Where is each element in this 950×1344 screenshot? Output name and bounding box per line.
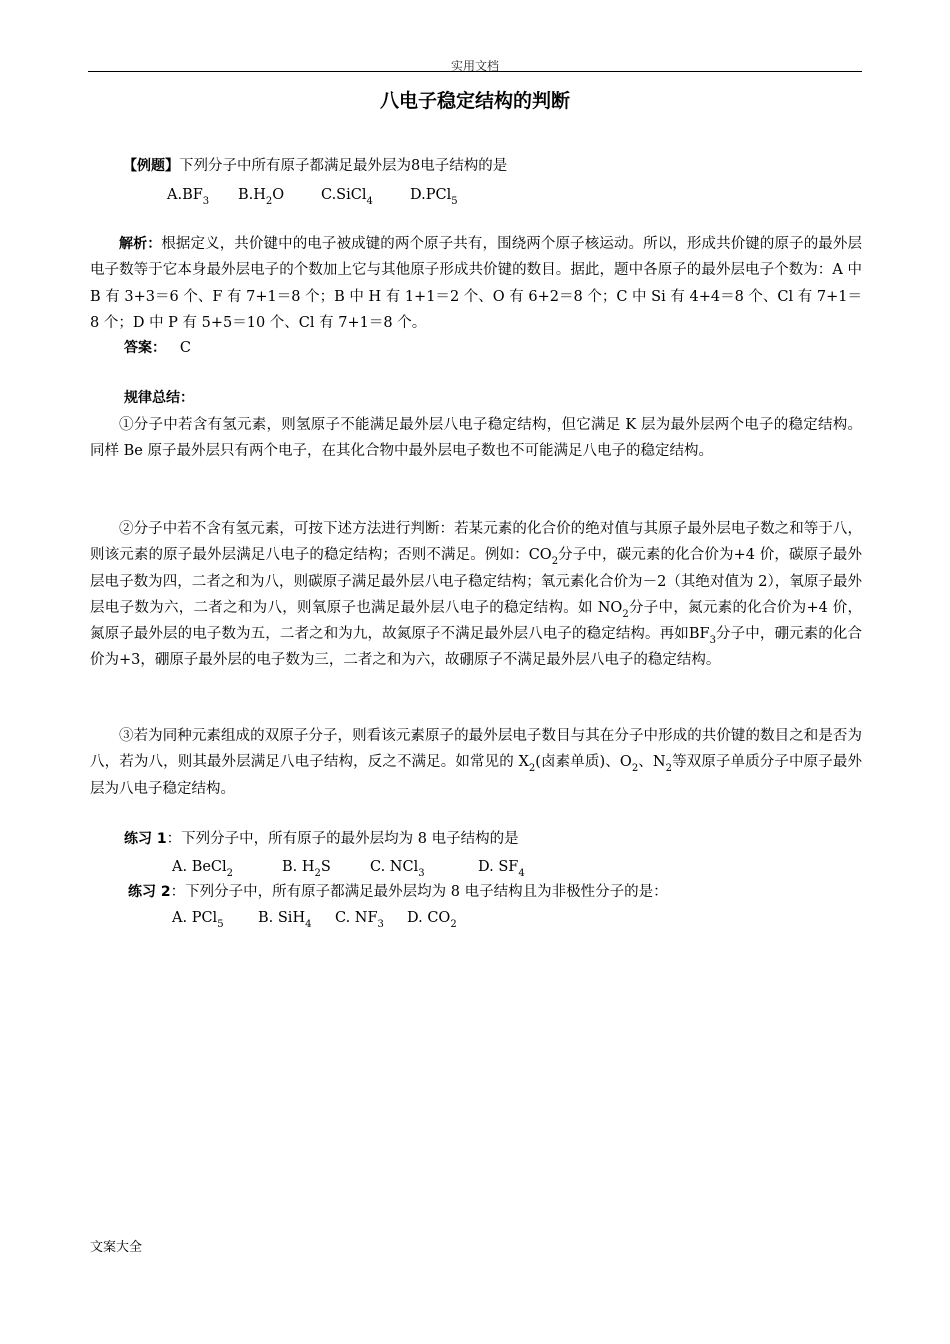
exercise-1-label: 练习 1 bbox=[124, 831, 167, 847]
rule-2: ②分子中若不含有氢元素，可按下述方法进行判断：若某元素的化合价的绝对值与其原子最外层电子数之和等于八，则该元素的原子最外层满足八电子的稳定结构；否则不满足。例如：$CO_2$分子中，碳元素的化合价为+4 价，碳原子最外层电子数为四，二者之和为八，则碳原子满足最外层八电子稳定结构；氧元素化合价为－2（其绝对值为 2），氧原子最外层电子数为六，二者之和为八，则氧原子也满足最外层八电子的稳定结构。如 $NO_2$分子中，氮元素的化合价为+4 价，氮原子最外层的电子数为五，二者之和为九，故氮原子不满足最外层八电子的稳定结构。再如$BF_3$分子中，硼元素的化合价为+3，硼原子最外层的电子数为三，二者之和为六，故硼原子不满足最外层八电子的稳定结构。 bbox=[90, 521, 863, 669]
answer-line bbox=[124, 336, 191, 362]
exercise-2-question: 练习 2：下列分子中，所有原子都满足最外层均为 8 电子结构且为非极性分子的是： bbox=[128, 884, 668, 900]
example-option-c: C.SiCl$_4$ bbox=[321, 187, 373, 207]
example-question bbox=[123, 154, 507, 180]
exercise-1-option-a: A. BeCl$_2$ bbox=[172, 859, 234, 879]
exercise-2-option-b: B. SiH$_4$ bbox=[258, 910, 312, 930]
exercise-1-option-d: D. $SF_4$ bbox=[478, 859, 525, 879]
summary-heading: 规律总结： bbox=[124, 390, 194, 406]
exercise-1-question: 练习 1：下列分子中，所有原子的最外层均为 8 电子结构的是 bbox=[124, 831, 519, 847]
example-option-a: $A.BF_3$ bbox=[167, 187, 210, 207]
example-question-text: 下列分子中所有原子都满足最外层为8电子结构的是 bbox=[179, 158, 508, 174]
example-option-b: $B.H_2O$ bbox=[238, 187, 285, 207]
exercise-1-option-c: C. NCl$_3$ bbox=[370, 859, 425, 879]
answer-value: C bbox=[179, 340, 191, 356]
rule-3: ③若为同种元素组成的双原子分子，则看该元素原子的最外层电子数目与其在分子中形成的共价键的数目之和是否为八，若为八，则其最外层满足八电子结构，反之不满足。如常见的 $X_2$(卤素单质)、$O_2$、$N_2$等双原子单质分子中原子最外层为八电子稳定结构。 bbox=[90, 728, 862, 797]
exercise-2-options bbox=[172, 906, 457, 932]
exercise-1-options bbox=[172, 855, 525, 881]
analysis-label: 解析： bbox=[119, 236, 162, 252]
example-option-d: D.PCl$_5$ bbox=[410, 187, 458, 207]
example-label: 【例题】 bbox=[123, 158, 179, 174]
exercise-2-option-d: D. $CO_2$ bbox=[407, 910, 457, 930]
page-title: 八电子稳定结构的判断 bbox=[379, 90, 570, 112]
rule-1: ①分子中若含有氢元素，则氢原子不能满足最外层八电子稳定结构，但它满足 K 层为最外层两个电子的稳定结构。同样 Be 原子最外层只有两个电子，在其化合物中最外层电子数也不可能满足八电子的稳定结构。 bbox=[90, 417, 862, 460]
exercise-2-option-c: C. $NF_3$ bbox=[335, 910, 384, 930]
exercise-2-label: 练习 2 bbox=[128, 884, 171, 900]
page-footer: 文案大全 bbox=[90, 1240, 143, 1255]
page-header: 实用文档 bbox=[450, 59, 499, 73]
exercise-2-option-a: A. PCl$_5$ bbox=[172, 910, 224, 930]
exercise-1-option-b: B. $H_2S$ bbox=[282, 859, 331, 879]
analysis-paragraph bbox=[90, 231, 862, 336]
example-options bbox=[167, 183, 458, 209]
analysis-text: 根据定义，共价键中的电子被成键的两个原子共有，围绕两个原子核运动。所以，形成共价键的原子的最外层电子数等于它本身最外层电子的个数加上它与其他原子形成共价键的数目。据此，题中各原子的最外层电子个数为：A 中 B 有 3+3＝6 个、F 有 7+1＝8 个；B 中 H 有 1+1＝2 个、O 有 6+2＝8 个；C 中 Si 有 4+4＝8 个、Cl 有 7+1＝8 个；D 中 P 有 5+5＝10 个、Cl 有 7+1＝8 个。 bbox=[90, 236, 863, 331]
answer-label: 答案： bbox=[124, 340, 166, 356]
header-rule bbox=[88, 71, 862, 72]
